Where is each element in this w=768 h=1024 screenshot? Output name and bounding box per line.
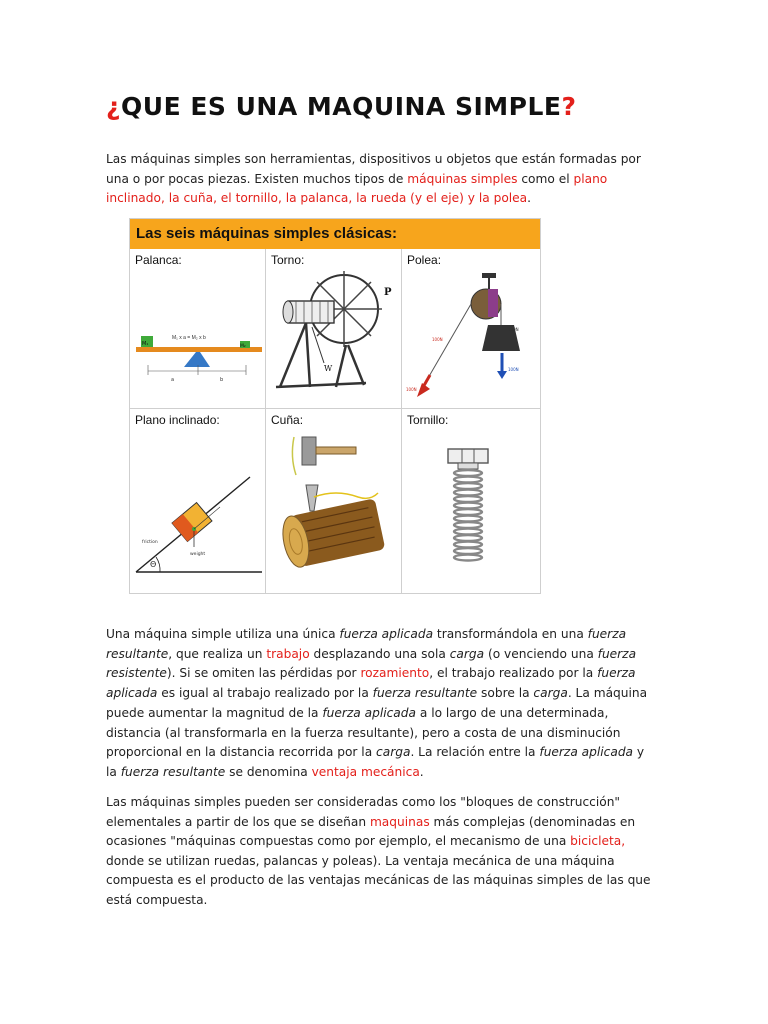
screw-thread [454,509,482,515]
cell-label-palanca: Palanca: [135,253,182,267]
p2-italic: fuerza aplicada [322,705,416,720]
incline-weight: weight [190,552,206,557]
cell-palanca [130,249,266,409]
p2-text: se denomina [225,764,312,779]
p2-text: es igual al trabajo realizado por la [157,686,373,701]
p2-text: , el trabajo realizado por la [429,666,598,681]
cell-label-torno: Torno: [271,253,305,267]
p3-text: donde se utilizan ruedas, palancas y poleas). La ventaja mecánica de una máquina compuesta es el producto de las ventajas mecánicas de las máquinas simples de las que está compuesta. [106,853,651,907]
screw-thread [454,535,482,541]
lever-illustration [130,267,266,407]
incline-friction: friction [142,540,158,545]
winch-w: W [324,364,333,373]
lever-b: b [220,377,224,383]
intro-link-list[interactable]: plano inclinado, la cuña, el tornillo, la palanca, la rueda (y el eje) y la polea [106,171,608,205]
p2-text: y la [106,745,645,779]
p2-italic: carga [449,646,485,661]
screw-illustration [402,427,540,591]
screw-thread [454,503,482,509]
link-bicicleta[interactable]: bicicleta, [570,834,626,848]
cell-plano-inclinado [130,409,266,593]
p2-text: a lo largo de una determinada, distancia (al transformarla en la fuerza resultante), pero a costa de una disminución proporcional en la distancia recorrida por la [106,705,621,760]
winch-p: P [384,287,392,298]
figure-header-text: Las seis máquinas simples clásicas: [136,225,397,242]
p3-text: Las máquinas simples pueden ser consideradas como los "bloques de construcción" elementales a partir de los que se diseñan [106,795,621,829]
p2-italic: fuerza resultante [120,764,226,779]
inclined-plane-illustration [130,427,266,591]
p2-italic: fuerza aplicada [539,745,634,760]
incline-theta: Θ [150,560,157,569]
p2-text: . La máquina puede aumentar la magnitud de la [106,686,648,720]
p2-italic: fuerza aplicada [339,627,434,641]
paragraph-bloques [106,793,658,910]
p2-text: . [419,764,424,779]
title-text: QUE ES UNA MAQUINA SIMPLE [121,92,562,121]
p2-italic: fuerza resistente [106,646,637,681]
wedge-illustration [266,427,402,591]
pulley-force-1: 100N [432,337,443,342]
lever-m1: M₁ [142,341,149,347]
cell-label-tornillo: Tornillo: [407,413,449,427]
screw-thread [454,548,482,554]
p2-italic: fuerza aplicada [106,666,636,701]
screw-thread [454,516,482,522]
cell-label-polea: Polea: [407,253,442,267]
p3-text: más complejas (denominadas en ocasiones "máquinas compuestas como por ejemplo, el mecanismo de una [106,814,636,848]
p2-text: transformándola en una [433,627,588,641]
link-rozamiento[interactable]: rozamiento [360,666,430,681]
cell-label-cuna: Cuña: [271,413,304,427]
cell-cuna [266,409,402,593]
screw-thread [454,522,482,528]
pulley-force-2: 100N [508,327,519,332]
lever-formula: M₁ x a = M₂ x b [172,335,206,341]
p2-text: (o venciendo una [484,646,598,661]
screw-thread [454,555,482,561]
cell-torno [266,249,402,409]
p2-text: . La relación entre la [410,745,540,760]
link-maquinas[interactable]: maquinas [369,814,430,829]
intro-paragraph [106,150,658,209]
p2-text: Una máquina simple utiliza una única [106,627,340,641]
screw-thread [454,483,482,489]
p2-text: sobre la [477,686,534,701]
p2-text: ). Si se omiten las pérdidas por [166,666,361,681]
pulley-illustration [402,267,540,407]
screw-thread [454,496,482,502]
screw-thread [454,542,482,548]
pulley-force-4: 100N [508,367,519,372]
intro-text-2: como el [517,171,574,186]
intro-link-maquinas-simples[interactable]: máquinas simples [407,171,518,186]
pulley-force-3: 100N [406,387,417,392]
paragraph-definicion [106,625,658,783]
link-trabajo[interactable]: trabajo [266,646,310,661]
simple-machines-figure [129,218,541,594]
p2-italic: fuerza resultante [106,627,627,661]
cell-polea [402,249,540,409]
screw-thread [454,470,482,476]
figure-header [130,219,540,249]
cell-label-plano-inclinado: Plano inclinado: [135,413,220,427]
cell-tornillo [402,409,540,593]
page-title [106,92,577,121]
lever-a: a [171,377,175,383]
screw-thread [454,490,482,496]
intro-text-1: Las máquinas simples son herramientas, dispositivos u objetos que están formadas por una o por pocas piezas. Existen muchos tipos de [106,152,641,186]
screw-thread [454,529,482,535]
p2-italic: carga [376,745,411,760]
title-close-question: ? [561,92,577,121]
p2-text: desplazando una sola [309,646,450,661]
winch-illustration [266,267,402,407]
link-ventaja-mecanica[interactable]: ventaja mecánica [311,764,420,779]
title-open-question: ¿ [106,92,122,121]
intro-text-3: . [527,191,532,205]
p2-text: , que realiza un [168,646,267,661]
p2-italic: fuerza resultante [372,686,478,701]
screw-thread [454,477,482,483]
lever-m2: M₂ [240,344,246,349]
p2-italic: carga [533,686,568,701]
